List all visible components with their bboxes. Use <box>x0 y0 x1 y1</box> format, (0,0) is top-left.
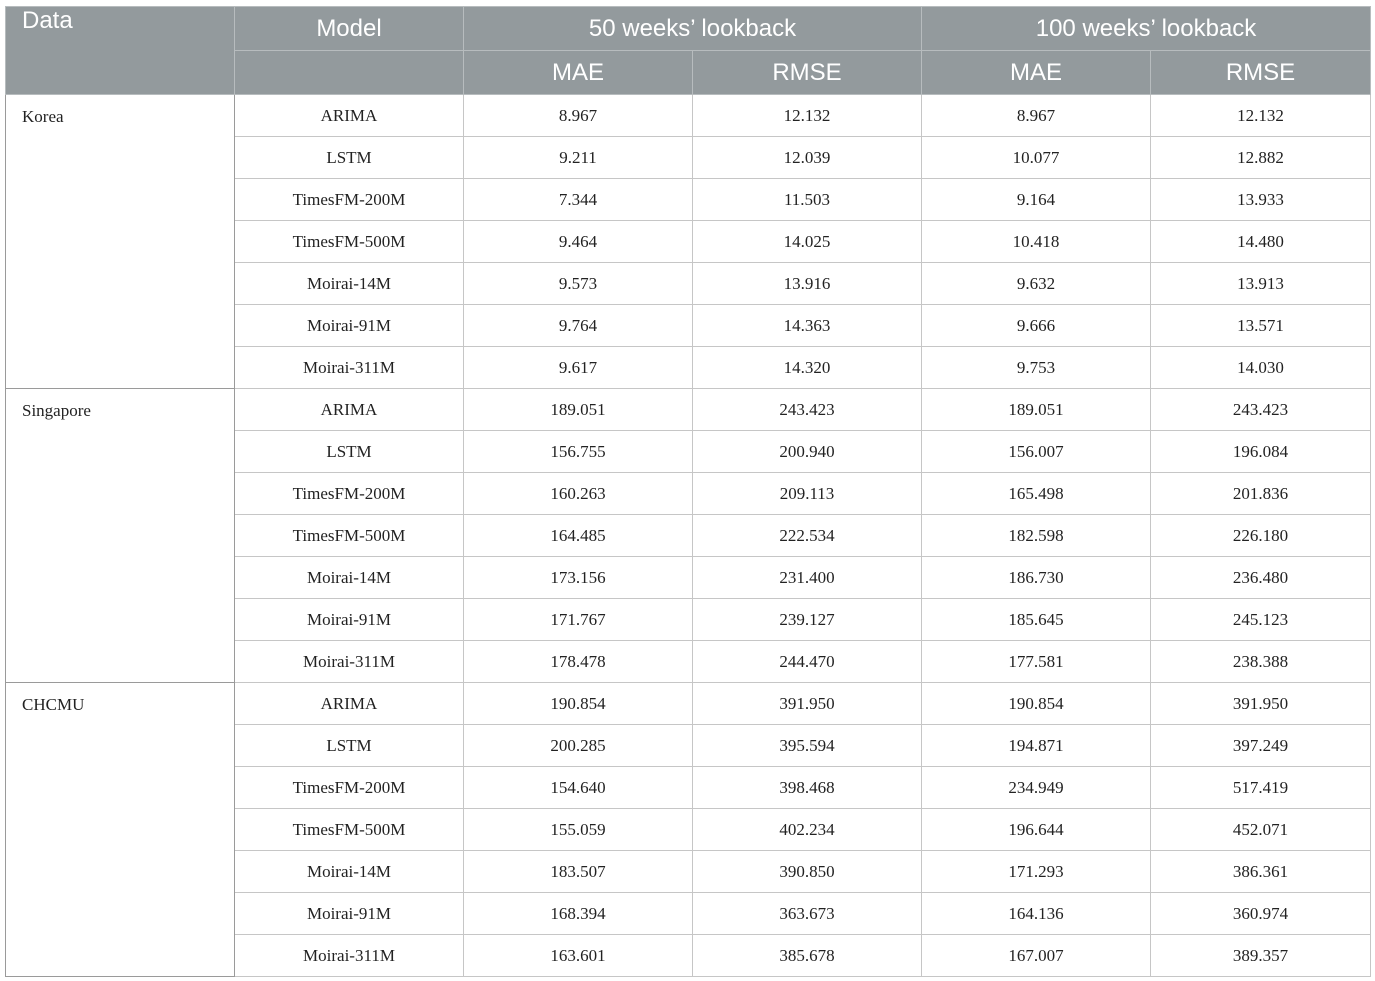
rmse-100-cell: 397.249 <box>1151 725 1371 767</box>
mae-100-cell: 234.949 <box>922 767 1151 809</box>
model-cell: Moirai-91M <box>235 599 464 641</box>
mae-100-cell: 156.007 <box>922 431 1151 473</box>
rmse-100-cell: 389.357 <box>1151 935 1371 977</box>
rmse-100-cell: 13.913 <box>1151 263 1371 305</box>
rmse-100-cell: 391.950 <box>1151 683 1371 725</box>
rmse-50-cell: 402.234 <box>693 809 922 851</box>
rmse-100-cell: 238.388 <box>1151 641 1371 683</box>
rmse-50-cell: 13.916 <box>693 263 922 305</box>
mae-50-cell: 9.211 <box>464 137 693 179</box>
mae-100-cell: 9.753 <box>922 347 1151 389</box>
table-row <box>6 389 1371 431</box>
rmse-50-cell: 209.113 <box>693 473 922 515</box>
rmse-50-cell: 200.940 <box>693 431 922 473</box>
rmse-50-cell: 14.363 <box>693 305 922 347</box>
model-cell: Moirai-14M <box>235 263 464 305</box>
rmse-100-cell: 386.361 <box>1151 851 1371 893</box>
rmse-100-cell: 196.084 <box>1151 431 1371 473</box>
mae-50-cell: 8.967 <box>464 95 693 137</box>
rmse-50-cell: 363.673 <box>693 893 922 935</box>
model-cell: Moirai-311M <box>235 347 464 389</box>
rmse-100-cell: 236.480 <box>1151 557 1371 599</box>
mae-50-cell: 9.573 <box>464 263 693 305</box>
mae-50-cell: 7.344 <box>464 179 693 221</box>
mae-50-cell: 171.767 <box>464 599 693 641</box>
mae-50-cell: 200.285 <box>464 725 693 767</box>
model-cell: TimesFM-200M <box>235 473 464 515</box>
rmse-100-cell: 13.571 <box>1151 305 1371 347</box>
rmse-100-cell: 12.882 <box>1151 137 1371 179</box>
mae-50-cell: 183.507 <box>464 851 693 893</box>
mae-100-cell: 171.293 <box>922 851 1151 893</box>
rmse-50-cell: 231.400 <box>693 557 922 599</box>
mae-50-cell: 9.464 <box>464 221 693 263</box>
table-body <box>6 95 1371 977</box>
rmse-100-cell: 452.071 <box>1151 809 1371 851</box>
header-data: Data <box>6 7 235 95</box>
rmse-50-cell: 239.127 <box>693 599 922 641</box>
model-cell: TimesFM-200M <box>235 767 464 809</box>
mae-100-cell: 190.854 <box>922 683 1151 725</box>
rmse-50-cell: 222.534 <box>693 515 922 557</box>
header-model: Model <box>235 7 464 51</box>
data-group-cell: Singapore <box>6 389 235 683</box>
model-cell: Moirai-91M <box>235 893 464 935</box>
mae-50-cell: 156.755 <box>464 431 693 473</box>
rmse-50-cell: 398.468 <box>693 767 922 809</box>
rmse-50-cell: 385.678 <box>693 935 922 977</box>
model-cell: TimesFM-500M <box>235 809 464 851</box>
header-lookback-100: 100 weeks’ lookback <box>922 7 1371 51</box>
mae-100-cell: 182.598 <box>922 515 1151 557</box>
mae-100-cell: 165.498 <box>922 473 1151 515</box>
rmse-50-cell: 14.025 <box>693 221 922 263</box>
mae-100-cell: 8.967 <box>922 95 1151 137</box>
header-row-top <box>6 7 1371 51</box>
model-cell: Moirai-14M <box>235 557 464 599</box>
mae-100-cell: 9.164 <box>922 179 1151 221</box>
rmse-100-cell: 245.123 <box>1151 599 1371 641</box>
rmse-100-cell: 12.132 <box>1151 95 1371 137</box>
model-cell: Moirai-311M <box>235 641 464 683</box>
mae-100-cell: 164.136 <box>922 893 1151 935</box>
mae-50-cell: 173.156 <box>464 557 693 599</box>
header-rmse-50: RMSE <box>693 51 922 95</box>
rmse-100-cell: 201.836 <box>1151 473 1371 515</box>
mae-100-cell: 185.645 <box>922 599 1151 641</box>
header-mae-50: MAE <box>464 51 693 95</box>
data-group-cell: Korea <box>6 95 235 389</box>
rmse-100-cell: 243.423 <box>1151 389 1371 431</box>
mae-50-cell: 178.478 <box>464 641 693 683</box>
results-table <box>5 6 1371 977</box>
model-cell: LSTM <box>235 431 464 473</box>
mae-100-cell: 10.418 <box>922 221 1151 263</box>
rmse-50-cell: 11.503 <box>693 179 922 221</box>
model-cell: TimesFM-200M <box>235 179 464 221</box>
model-cell: ARIMA <box>235 389 464 431</box>
rmse-100-cell: 360.974 <box>1151 893 1371 935</box>
mae-50-cell: 154.640 <box>464 767 693 809</box>
mae-50-cell: 160.263 <box>464 473 693 515</box>
mae-100-cell: 194.871 <box>922 725 1151 767</box>
model-cell: ARIMA <box>235 683 464 725</box>
mae-50-cell: 9.617 <box>464 347 693 389</box>
header-model-blank <box>235 51 464 95</box>
model-cell: Moirai-311M <box>235 935 464 977</box>
model-cell: TimesFM-500M <box>235 515 464 557</box>
rmse-100-cell: 14.030 <box>1151 347 1371 389</box>
header-lookback-50: 50 weeks’ lookback <box>464 7 922 51</box>
rmse-50-cell: 390.850 <box>693 851 922 893</box>
rmse-100-cell: 226.180 <box>1151 515 1371 557</box>
table-header <box>6 7 1371 95</box>
rmse-100-cell: 13.933 <box>1151 179 1371 221</box>
table-row <box>6 95 1371 137</box>
mae-100-cell: 196.644 <box>922 809 1151 851</box>
mae-50-cell: 189.051 <box>464 389 693 431</box>
model-cell: Moirai-91M <box>235 305 464 347</box>
rmse-50-cell: 12.132 <box>693 95 922 137</box>
mae-50-cell: 163.601 <box>464 935 693 977</box>
mae-50-cell: 190.854 <box>464 683 693 725</box>
model-cell: Moirai-14M <box>235 851 464 893</box>
rmse-50-cell: 391.950 <box>693 683 922 725</box>
mae-100-cell: 177.581 <box>922 641 1151 683</box>
mae-100-cell: 9.632 <box>922 263 1151 305</box>
rmse-100-cell: 14.480 <box>1151 221 1371 263</box>
rmse-50-cell: 12.039 <box>693 137 922 179</box>
rmse-100-cell: 517.419 <box>1151 767 1371 809</box>
model-cell: ARIMA <box>235 95 464 137</box>
header-mae-100: MAE <box>922 51 1151 95</box>
model-cell: LSTM <box>235 725 464 767</box>
table-row <box>6 683 1371 725</box>
mae-50-cell: 155.059 <box>464 809 693 851</box>
mae-100-cell: 189.051 <box>922 389 1151 431</box>
data-group-cell: CHCMU <box>6 683 235 977</box>
rmse-50-cell: 243.423 <box>693 389 922 431</box>
mae-100-cell: 186.730 <box>922 557 1151 599</box>
header-rmse-100: RMSE <box>1151 51 1371 95</box>
mae-100-cell: 167.007 <box>922 935 1151 977</box>
mae-50-cell: 164.485 <box>464 515 693 557</box>
rmse-50-cell: 395.594 <box>693 725 922 767</box>
mae-50-cell: 168.394 <box>464 893 693 935</box>
rmse-50-cell: 244.470 <box>693 641 922 683</box>
rmse-50-cell: 14.320 <box>693 347 922 389</box>
mae-100-cell: 9.666 <box>922 305 1151 347</box>
mae-100-cell: 10.077 <box>922 137 1151 179</box>
mae-50-cell: 9.764 <box>464 305 693 347</box>
model-cell: LSTM <box>235 137 464 179</box>
model-cell: TimesFM-500M <box>235 221 464 263</box>
